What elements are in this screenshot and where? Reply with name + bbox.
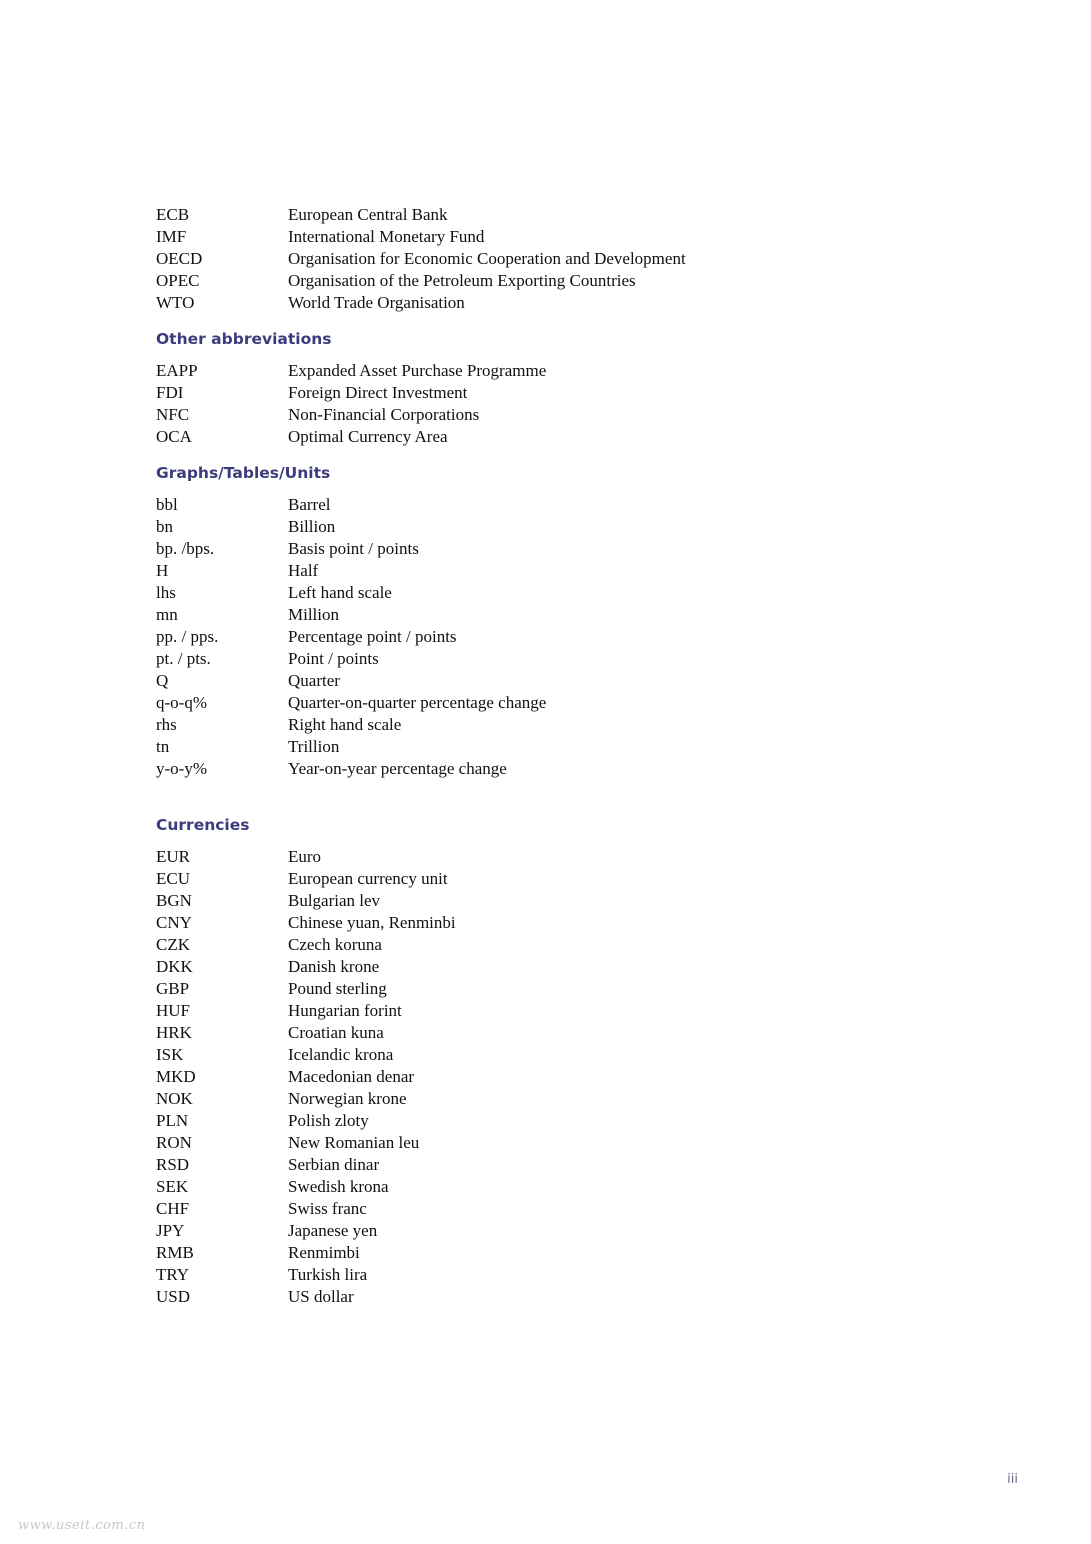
list-item bbox=[156, 714, 976, 736]
list-item bbox=[156, 604, 976, 626]
list-item bbox=[156, 292, 976, 314]
description: European Central Bank bbox=[288, 205, 448, 224]
description: Swedish krona bbox=[288, 1177, 389, 1196]
watermark: www.useit.com.cn bbox=[18, 1518, 146, 1533]
abbreviation: IMF bbox=[156, 227, 187, 246]
abbreviation: HRK bbox=[156, 1023, 192, 1042]
description: International Monetary Fund bbox=[288, 227, 485, 246]
list-item bbox=[156, 1242, 976, 1264]
other-abbreviations-list bbox=[156, 360, 976, 448]
list-item bbox=[156, 360, 976, 382]
description: Czech koruna bbox=[288, 935, 382, 954]
list-item bbox=[156, 758, 976, 780]
list-item bbox=[156, 426, 976, 448]
institutions-list bbox=[156, 204, 976, 314]
description: US dollar bbox=[288, 1287, 354, 1306]
abbreviation: FDI bbox=[156, 383, 184, 402]
abbreviation: EAPP bbox=[156, 361, 198, 380]
abbreviation: ECB bbox=[156, 205, 190, 224]
abbreviation: y-o-y% bbox=[156, 759, 207, 778]
list-item bbox=[156, 516, 976, 538]
description: Euro bbox=[288, 847, 322, 866]
description: Million bbox=[288, 605, 340, 624]
list-item bbox=[156, 1088, 976, 1110]
abbreviations-list bbox=[156, 204, 976, 1308]
abbreviation: EUR bbox=[156, 847, 190, 866]
abbreviation: OECD bbox=[156, 249, 203, 268]
description: Year-on-year percentage change bbox=[288, 759, 507, 778]
abbreviation: MKD bbox=[156, 1067, 196, 1086]
abbreviation: rhs bbox=[156, 715, 177, 734]
abbreviation: mn bbox=[156, 605, 178, 624]
abbreviation: RMB bbox=[156, 1243, 194, 1262]
list-item bbox=[156, 868, 976, 890]
list-item bbox=[156, 382, 976, 404]
list-item bbox=[156, 1220, 976, 1242]
list-item bbox=[156, 226, 976, 248]
description: Icelandic krona bbox=[288, 1045, 394, 1064]
description: Renmimbi bbox=[288, 1243, 360, 1262]
description: Macedonian denar bbox=[288, 1067, 415, 1086]
list-item bbox=[156, 1176, 976, 1198]
list-item bbox=[156, 692, 976, 714]
abbreviation: tn bbox=[156, 737, 170, 756]
description: European currency unit bbox=[288, 869, 448, 888]
list-item bbox=[156, 494, 976, 516]
list-item bbox=[156, 670, 976, 692]
abbreviation: lhs bbox=[156, 583, 176, 602]
abbreviation: BGN bbox=[156, 891, 192, 910]
abbreviation: NFC bbox=[156, 405, 190, 424]
abbreviation: CZK bbox=[156, 935, 190, 954]
list-item bbox=[156, 1154, 976, 1176]
list-item bbox=[156, 1132, 976, 1154]
abbreviation: GBP bbox=[156, 979, 190, 998]
list-item bbox=[156, 1264, 976, 1286]
description: Optimal Currency Area bbox=[288, 427, 448, 446]
abbreviation: RSD bbox=[156, 1155, 190, 1174]
description: Quarter-on-quarter percentage change bbox=[288, 693, 547, 712]
abbreviation: ISK bbox=[156, 1045, 184, 1064]
abbreviation: TRY bbox=[156, 1265, 190, 1284]
description: Billion bbox=[288, 517, 336, 536]
list-item bbox=[156, 1286, 976, 1308]
description: Right hand scale bbox=[288, 715, 402, 734]
abbreviation: q-o-q% bbox=[156, 693, 207, 712]
description: New Romanian leu bbox=[288, 1133, 420, 1152]
list-item bbox=[156, 912, 976, 934]
abbreviation: USD bbox=[156, 1287, 191, 1306]
abbreviation: pp. / pps. bbox=[156, 627, 219, 646]
abbreviation: H bbox=[156, 561, 169, 580]
description: Polish zloty bbox=[288, 1111, 369, 1130]
list-item bbox=[156, 538, 976, 560]
description: Organisation for Economic Cooperation and Development bbox=[288, 249, 686, 268]
list-item bbox=[156, 1044, 976, 1066]
description: Basis point / points bbox=[288, 539, 419, 558]
description: Foreign Direct Investment bbox=[288, 383, 468, 402]
description: Percentage point / points bbox=[288, 627, 457, 646]
list-item bbox=[156, 890, 976, 912]
description: Point / points bbox=[288, 649, 379, 668]
abbreviation: bn bbox=[156, 517, 173, 536]
abbreviation: pt. / pts. bbox=[156, 649, 211, 668]
currencies-heading: Currencies bbox=[156, 816, 250, 834]
abbreviation: PLN bbox=[156, 1111, 189, 1130]
description: Serbian dinar bbox=[288, 1155, 380, 1174]
description: Barrel bbox=[288, 495, 331, 514]
description: Quarter bbox=[288, 671, 340, 690]
list-item bbox=[156, 1022, 976, 1044]
list-item bbox=[156, 204, 976, 226]
description: Half bbox=[288, 561, 319, 580]
abbreviation: WTO bbox=[156, 293, 195, 312]
units-heading: Graphs/Tables/Units bbox=[156, 464, 331, 482]
abbreviation: RON bbox=[156, 1133, 192, 1152]
list-item bbox=[156, 956, 976, 978]
description: Danish krone bbox=[288, 957, 380, 976]
description: World Trade Organisation bbox=[288, 293, 465, 312]
list-item bbox=[156, 648, 976, 670]
description: Bulgarian lev bbox=[288, 891, 381, 910]
list-item bbox=[156, 846, 976, 868]
list-item bbox=[156, 248, 976, 270]
abbreviation: DKK bbox=[156, 957, 193, 976]
description: Non-Financial Corporations bbox=[288, 405, 480, 424]
description: Croatian kuna bbox=[288, 1023, 384, 1042]
other-abbreviations-heading: Other abbreviations bbox=[156, 330, 332, 348]
list-item bbox=[156, 1066, 976, 1088]
abbreviation: CHF bbox=[156, 1199, 190, 1218]
list-item bbox=[156, 626, 976, 648]
description: Japanese yen bbox=[288, 1221, 378, 1240]
abbreviation: NOK bbox=[156, 1089, 193, 1108]
description: Trillion bbox=[288, 737, 340, 756]
description: Swiss franc bbox=[288, 1199, 367, 1218]
abbreviation: CNY bbox=[156, 913, 192, 932]
list-item bbox=[156, 1198, 976, 1220]
list-item bbox=[156, 1000, 976, 1022]
description: Turkish lira bbox=[288, 1265, 368, 1284]
description: Pound sterling bbox=[288, 979, 387, 998]
page-number: iii bbox=[1007, 1472, 1018, 1487]
abbreviation: OCA bbox=[156, 427, 192, 446]
abbreviation: HUF bbox=[156, 1001, 191, 1020]
description: Organisation of the Petroleum Exporting Countries bbox=[288, 271, 636, 290]
abbreviation: bp. /bps. bbox=[156, 539, 215, 558]
list-item bbox=[156, 560, 976, 582]
description: Hungarian forint bbox=[288, 1001, 402, 1020]
currencies-list bbox=[156, 846, 976, 1308]
list-item bbox=[156, 1110, 976, 1132]
list-item bbox=[156, 582, 976, 604]
abbreviation: Q bbox=[156, 671, 169, 690]
description: Norwegian krone bbox=[288, 1089, 407, 1108]
abbreviation: bbl bbox=[156, 495, 178, 514]
list-item bbox=[156, 934, 976, 956]
abbreviation: OPEC bbox=[156, 271, 200, 290]
description: Left hand scale bbox=[288, 583, 392, 602]
description: Chinese yuan, Renminbi bbox=[288, 913, 456, 932]
units-list bbox=[156, 494, 976, 780]
description: Expanded Asset Purchase Programme bbox=[288, 361, 547, 380]
abbreviation: SEK bbox=[156, 1177, 189, 1196]
abbreviation: ECU bbox=[156, 869, 190, 888]
list-item bbox=[156, 978, 976, 1000]
list-item bbox=[156, 736, 976, 758]
list-item bbox=[156, 270, 976, 292]
list-item bbox=[156, 404, 976, 426]
abbreviation: JPY bbox=[156, 1221, 185, 1240]
